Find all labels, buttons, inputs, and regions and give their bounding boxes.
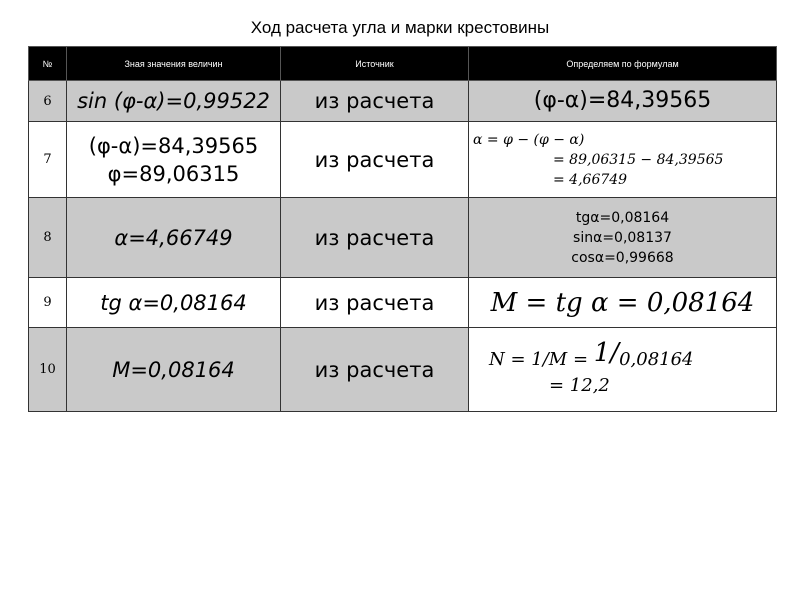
formula-line: = 89,06315 − 84,39565 (553, 151, 724, 168)
row-number: 7 (29, 122, 67, 198)
known-value: tg α=0,08164 (67, 278, 281, 328)
known-line: φ=89,06315 (107, 161, 240, 186)
formula-line: = 12,2 (549, 375, 610, 396)
row-number: 10 (29, 328, 67, 412)
row-number: 9 (29, 278, 67, 328)
table-row (29, 328, 777, 412)
source-cell: из расчета (281, 81, 469, 122)
formula-cell (469, 328, 777, 412)
page-title: Ход расчета угла и марки крестовины (250, 18, 550, 37)
table-row (29, 198, 777, 278)
row-number: 6 (29, 81, 67, 122)
formula-line: cosα=0,99668 (571, 249, 674, 266)
known-value: α=4,66749 (67, 198, 281, 278)
formula-line: N = 1/M = 1/0,08164 (489, 338, 694, 370)
table-row (29, 122, 777, 198)
known-value: M=0,08164 (67, 328, 281, 412)
known-value: sin (φ-α)=0,99522 (67, 81, 281, 122)
formula-line: sinα=0,08137 (573, 229, 672, 246)
table-row (29, 81, 777, 122)
source-cell: из расчета (281, 278, 469, 328)
formula-cell: (φ-α)=84,39565 (469, 81, 777, 122)
source-cell: из расчета (281, 122, 469, 198)
formula-line: = 4,66749 (553, 171, 628, 188)
formula-cell (469, 122, 777, 198)
header-formulas: Определяем по формулам (469, 47, 777, 81)
known-value (67, 122, 281, 198)
table-row (29, 278, 777, 328)
formula-cell (469, 198, 777, 278)
formula-line: tgα=0,08164 (575, 209, 670, 226)
calculation-table (28, 46, 777, 412)
header-source: Источник (281, 47, 469, 81)
row-number: 8 (29, 198, 67, 278)
known-line: (φ-α)=84,39565 (88, 133, 259, 158)
formula-line: α = φ − (φ − α) (473, 131, 585, 148)
header-number: № (29, 47, 67, 81)
formula-cell: M = tg α = 0,08164 (469, 278, 777, 328)
source-cell: из расчета (281, 328, 469, 412)
table-header-row (29, 47, 777, 81)
source-cell: из расчета (281, 198, 469, 278)
header-known-values: Зная значения величин (67, 47, 281, 81)
